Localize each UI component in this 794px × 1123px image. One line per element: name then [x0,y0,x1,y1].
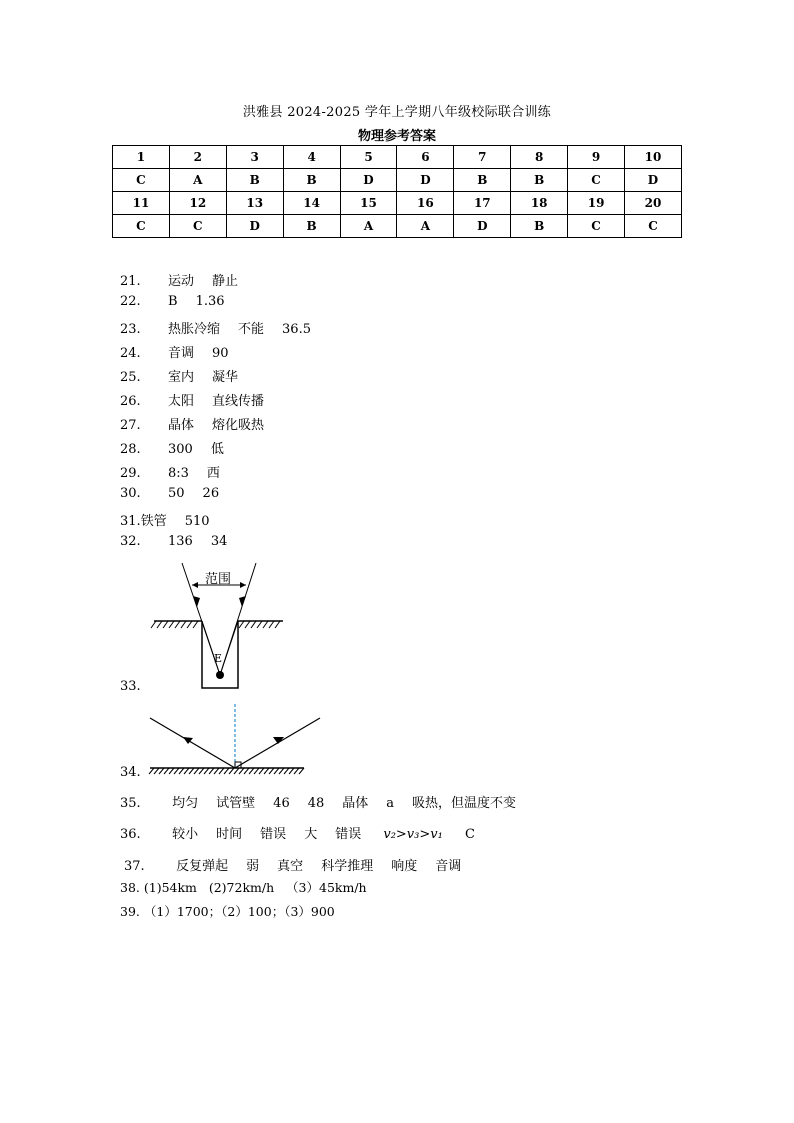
table-cell: B [283,215,340,238]
answer-number: 21. [120,274,141,289]
answer-text: （1）1700；（2）100；（3）900 [143,904,335,919]
answer-part: 26 [202,486,220,501]
answer-number: 25. [120,370,141,385]
answer-line [120,318,329,337]
answer-36 [120,823,493,842]
answer-35 [120,792,534,811]
answer-number: 29. [120,466,141,481]
answer-part: 8:3 [168,466,189,481]
table-cell: 18 [511,192,568,215]
table-cell: D [340,169,397,192]
answer-line [120,270,256,289]
answer-number: 37. [124,859,145,874]
page-subtitle: 物理参考答案 [357,129,436,144]
answer-part: 不能 [238,322,265,337]
answer-part: 36.5 [282,322,311,337]
answer-part: 静止 [212,274,239,289]
table-cell: B [511,215,568,238]
answer-part: 弱 [246,859,260,874]
answer-number: 28. [120,442,141,457]
table-cell: A [169,169,226,192]
answer-part: 音调 [168,346,195,361]
answer-part: 48 [307,796,325,811]
speed-relation: v₂>v₃>v₁ [383,827,443,842]
answer-part: 136 [168,534,193,549]
table-cell: A [340,215,397,238]
answer-number: 35. [120,796,141,811]
table-cell: B [511,169,568,192]
answer-part: 时间 [216,827,243,842]
page-title: 洪雅县 2024-2025 学年上学期八年级校际联合训练 [242,105,552,120]
answer-part: 34 [210,534,228,549]
answer-line [120,438,242,457]
answer-part: 试管壁 [216,796,256,811]
table-cell: 12 [169,192,226,215]
answer-part: B [168,294,178,309]
table-cell: 10 [625,146,682,169]
answer-part: 90 [212,346,229,361]
range-label: 范围 [205,572,232,587]
answer-number: 27. [120,418,141,433]
table-row [113,215,682,238]
answer-part: a [386,796,395,811]
answer-part: 室内 [168,370,195,385]
table-cell: 13 [226,192,283,215]
table-cell: 20 [625,192,682,215]
table-cell: B [283,169,340,192]
answer-37 [124,855,479,874]
point-label: E [214,652,223,665]
answer-part: 熔化吸热 [212,418,265,433]
answer-part: 大 [304,827,318,842]
answer-number: 31. [120,514,141,529]
table-cell: C [568,215,625,238]
table-cell: 8 [511,146,568,169]
table-cell: 17 [454,192,511,215]
answer-39 [120,902,335,920]
figure-34-diagram [148,700,328,780]
answer-38 [120,878,367,896]
table-cell: 7 [454,146,511,169]
answer-part: 错误 [335,827,362,842]
answer-part: 反复弹起 [176,859,229,874]
answer-line [120,414,282,433]
answer-part: 西 [206,466,220,481]
table-cell: 3 [226,146,283,169]
table-cell: B [454,169,511,192]
answer-part: 科学推理 [321,859,374,874]
table-cell: 4 [283,146,340,169]
answer-table [112,145,682,238]
figure-33-number: 33. [120,679,141,694]
answer-line [120,342,247,361]
answer-part: C [464,827,475,842]
answer-part: 晶体 [342,796,369,811]
table-cell: 2 [169,146,226,169]
answer-line [120,486,237,501]
answer-part: 直线传播 [212,394,265,409]
table-cell: D [625,169,682,192]
answer-line [120,462,238,481]
answer-line [120,390,282,409]
table-cell: B [226,169,283,192]
answer-part: 46 [273,796,290,811]
answer-number: 38. [120,880,140,895]
figure-34-number: 34. [120,765,141,780]
table-cell: D [397,169,454,192]
table-cell: 9 [568,146,625,169]
table-cell: 6 [397,146,454,169]
answer-part: 300 [168,442,193,457]
answer-part: 音调 [435,859,462,874]
answer-part: 低 [210,442,224,457]
answer-line [120,510,228,529]
answer-part: 凝华 [212,370,239,385]
table-cell: C [625,215,682,238]
answer-part: 均匀 [172,796,199,811]
answer-part: 铁管 [140,514,167,529]
answer-part: 运动 [168,274,195,289]
table-cell: D [454,215,511,238]
table-cell: 5 [340,146,397,169]
answer-part: 较小 [172,827,199,842]
table-row [113,192,682,215]
table-row [113,146,682,169]
table-cell: 1 [113,146,170,169]
answer-part: 50 [168,486,185,501]
table-cell: A [397,215,454,238]
answer-part: 510 [184,514,210,529]
answer-number: 30. [120,486,141,501]
answer-part: 热胀冷缩 [168,322,221,337]
table-cell: 19 [568,192,625,215]
answer-number: 26. [120,394,141,409]
answer-line [120,294,243,309]
answer-text: (1)54km (2)72km/h （3）45km/h [143,880,367,895]
table-cell: 11 [113,192,170,215]
answer-number: 22. [120,294,141,309]
answer-number: 39. [120,904,140,919]
answer-number: 36. [120,827,141,842]
answer-part: 太阳 [168,394,195,409]
answer-part: 响度 [391,859,418,874]
table-cell: 14 [283,192,340,215]
answer-part: 吸热，但温度不变 [412,796,517,811]
answer-line [120,366,256,385]
answer-number: 24. [120,346,141,361]
table-cell: D [226,215,283,238]
answer-part: 1.36 [195,294,225,309]
table-cell: C [169,215,226,238]
answer-part: 错误 [260,827,287,842]
answer-part: 晶体 [168,418,195,433]
table-cell: 16 [397,192,454,215]
answer-part: 真空 [277,859,304,874]
table-cell: C [568,169,625,192]
table-cell: 15 [340,192,397,215]
answer-line [120,534,245,549]
table-cell: C [113,169,170,192]
answer-number: 32. [120,534,141,549]
table-cell: C [113,215,170,238]
answer-number: 23. [120,322,141,337]
table-row [113,169,682,192]
